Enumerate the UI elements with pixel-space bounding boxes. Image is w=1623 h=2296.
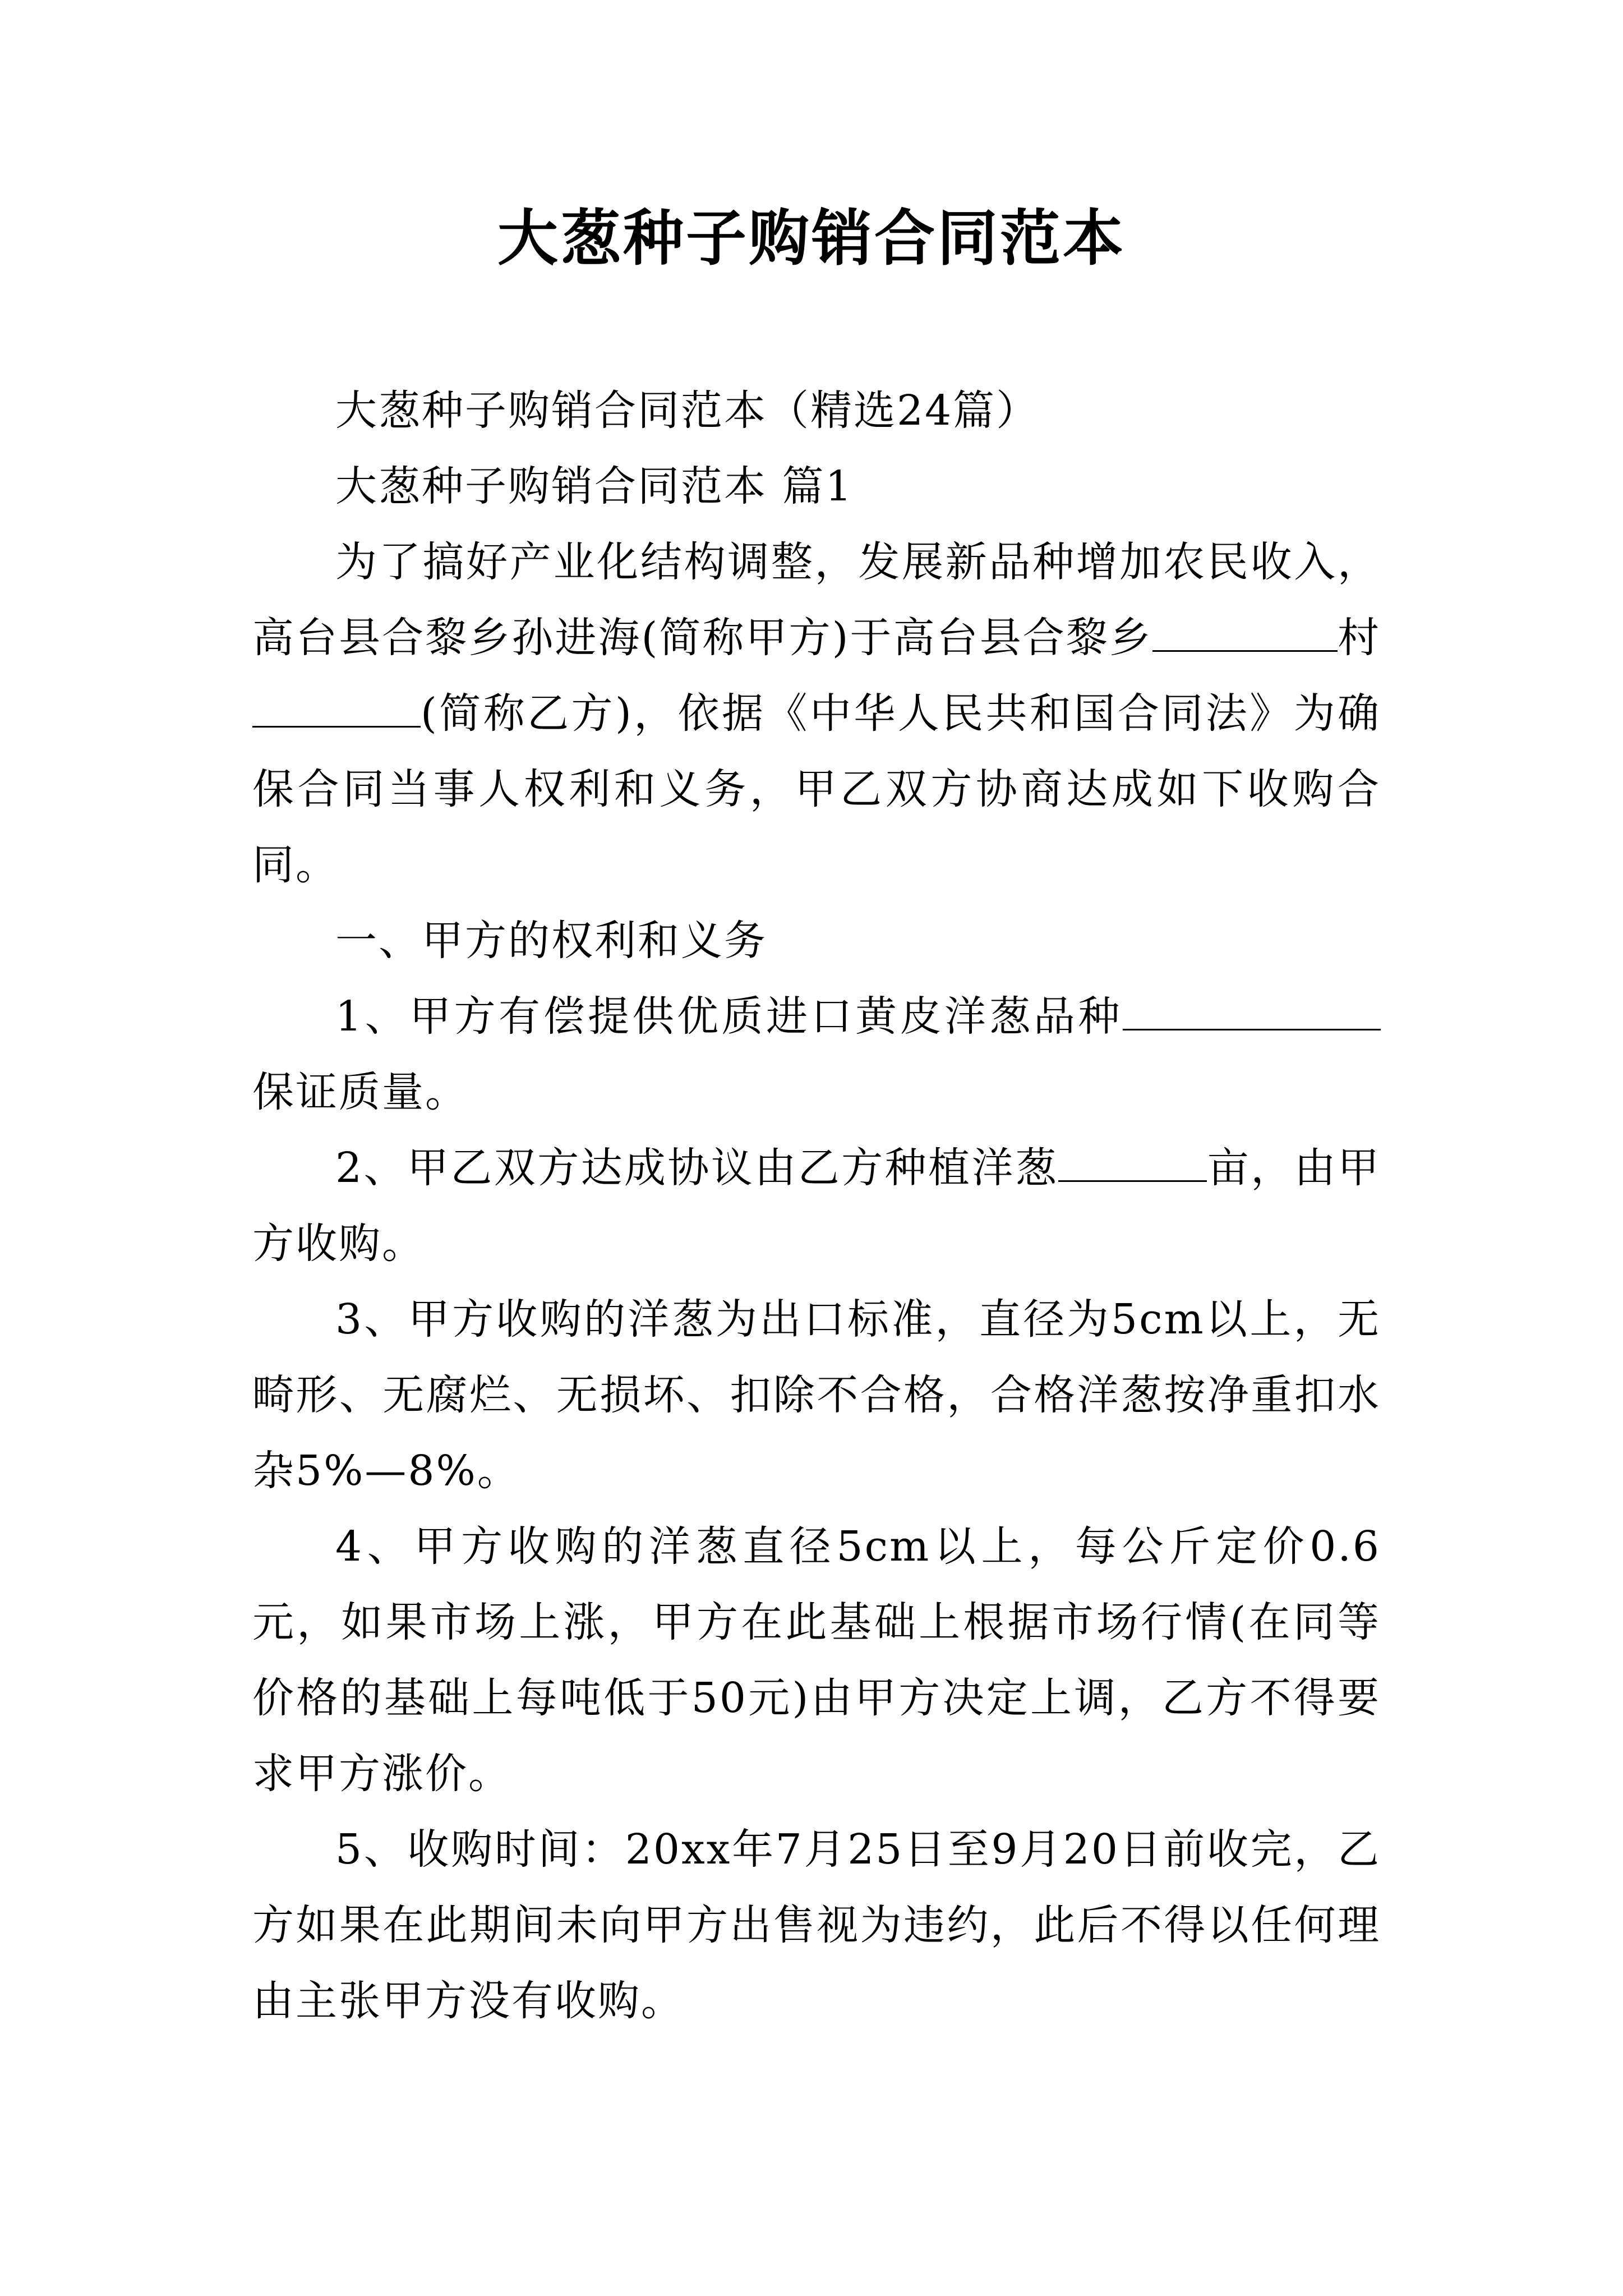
paragraph-clause-heading: 一、甲方的权利和义务 [335,917,767,965]
clause-2-text-part1: 2、甲乙双方达成协议由乙方种植洋葱 [335,1144,1059,1192]
preamble-text-part3: (简称乙方)，依据《中华人民共和国合同法》为确保合同当事人权利和义务，甲乙双方协商达成如下收购合同。 [252,689,1381,889]
party-b-blank-field [252,687,421,728]
document-body [252,373,1381,2039]
village-blank-field [1152,611,1338,652]
document-title: 大葱种子购销合同范本 [497,203,1126,274]
preamble-text-part2: 村 [1337,614,1381,662]
preamble-text-part1: 为了搞好产业化结构调整，发展新品种增加农民收入，高台县合黎乡孙进海(简称甲方)于高台县合黎乡 [252,538,1381,662]
paragraph-preamble [252,524,1381,903]
clause-2-text-part2: 亩，由甲方收购。 [252,1144,1381,1268]
clause-1-text-part2: 保证质量。 [252,1068,468,1116]
clause-1-text-part1: 1、甲方有偿提供优质进口黄皮洋葱品种 [335,992,1123,1041]
variety-blank-field [1123,990,1381,1030]
paragraph-clause-2 [252,1130,1381,1282]
paragraph-clause-5: 5、收购时间：20xx年7月25日至9月20日前收完，乙方如果在此期间未向甲方出售视为违约，此后不得以任何理由主张甲方没有收购。 [252,1825,1381,2025]
paragraph-clause-1 [252,979,1381,1130]
area-blank-field [1058,1141,1207,1182]
paragraph-clause-3: 3、甲方收购的洋葱为出口标准，直径为5cm以上，无畸形、无腐烂、无损坏、扣除不合格，合格洋葱按净重扣水杂5%—8%。 [252,1295,1381,1495]
paragraph-section-heading: 大葱种子购销合同范本 篇1 [335,462,854,510]
paragraph-clause-4: 4、甲方收购的洋葱直径5cm以上，每公斤定价0.6元，如果市场上涨，甲方在此基础上根据市场行情(在同等价格的基础上每吨低于50元)由甲方决定上调，乙方不得要求甲方涨价。 [252,1522,1381,1798]
paragraph-subtitle: 大葱种子购销合同范本（精选24篇） [335,386,1040,435]
